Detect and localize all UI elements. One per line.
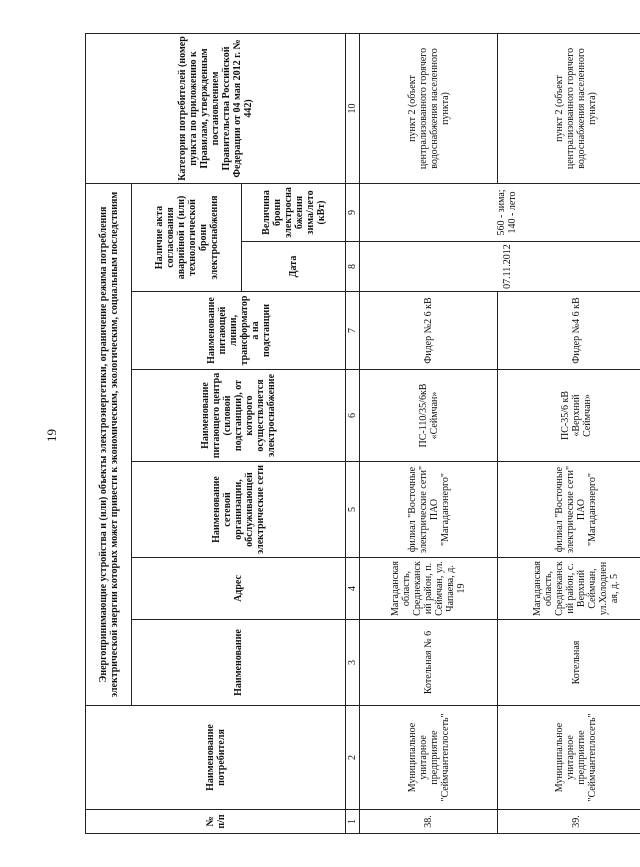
header-reserve: Величина брони электроснабжения зима/лето (кВт) xyxy=(242,183,346,241)
column-number: 5 xyxy=(346,462,360,558)
cell-reserve: 560 - зима; 140 - лето xyxy=(360,183,640,241)
header-address: Адрес xyxy=(132,558,346,620)
rotated-table-container xyxy=(85,34,640,834)
table-row xyxy=(498,33,640,833)
cell-feeder: Фидер №2 6 кВ xyxy=(360,292,498,370)
row-number: 38. xyxy=(360,810,498,834)
page-number: 19 xyxy=(44,429,59,442)
cell-supply-center: ПС-110/35/6кВ «Сеймчан» xyxy=(360,370,498,462)
header-act-group: Наличие акта согласования аварийной и (или) технологической брони электроснабжения xyxy=(132,183,242,291)
cell-name: Котельная xyxy=(498,620,640,706)
header-consumer: Наименование потребителя xyxy=(86,706,346,810)
cell-feeder: Фидер №4 6 кВ xyxy=(498,292,640,370)
cell-grid-org: филиал "Восточные электрические сети" ПАО "Магаданэнерго" xyxy=(498,462,640,558)
header-name: Наименование xyxy=(132,620,346,706)
consumer-table xyxy=(85,33,640,834)
cell-consumer: Муниципальное унитарное предприятие "Сеймчантеплосеть" xyxy=(360,706,498,810)
header-date: Дата xyxy=(242,242,346,292)
header-feeder: Наименование питающей линии, трансформатора на подстанции xyxy=(132,292,346,370)
header-grid-org: Наименование сетевой организации, обслуживающей электрические сети xyxy=(132,462,346,558)
cell-address: Магаданская область, Среднеканский район, с. Верхний Сеймчан, ул.Холодненая, д. 5 xyxy=(498,558,640,620)
column-number: 7 xyxy=(346,292,360,370)
row-number: 39. xyxy=(498,810,640,834)
column-number: 4 xyxy=(346,558,360,620)
header-no: № п/п xyxy=(86,810,346,834)
cell-address: Магаданская область, Среднеканский район, п. Сеймчан, ул. Чапаева, д. 19 xyxy=(360,558,498,620)
header-group-title: Энергопринимающие устройства и (или) объекты электроэнергетики, ограничение режима потребления электрической энергии которых может привести к экономическим, экологическим, социальным последствиям xyxy=(86,183,132,705)
column-number: 1 xyxy=(346,810,360,834)
cell-grid-org: филиал "Восточные электрические сети" ПАО "Магаданэнерго" xyxy=(360,462,498,558)
cell-name: Котельная № 6 xyxy=(360,620,498,706)
column-number: 6 xyxy=(346,370,360,462)
cell-category: пункт 2 (объект централизованного горячего водоснабжения населенного пункта) xyxy=(360,33,498,183)
cell-date: 07.11.2012 xyxy=(360,242,640,292)
cell-supply-center: ПС-35/6 кВ «Верхний Сеймчан» xyxy=(498,370,640,462)
header-supply-center: Наименование питающего центра (силовой подстанции), от которого осуществляется электроснабжение xyxy=(132,370,346,462)
column-number: 9 xyxy=(346,183,360,241)
column-number: 2 xyxy=(346,706,360,810)
column-number: 10 xyxy=(346,33,360,183)
table-row xyxy=(360,33,498,833)
column-number: 3 xyxy=(346,620,360,706)
column-number: 8 xyxy=(346,242,360,292)
cell-consumer: Муниципальное унитарное предприятие "Сеймчантеплосеть" xyxy=(498,706,640,810)
header-category: Категория потребителей (номер пункта по приложению к Правилам, утвержденным постановлением Правительства Российской Федерации от 04 мая 2012 г. № 442) xyxy=(86,33,346,183)
cell-category: пункт 2 (объект централизованного горячего водоснабжения населенного пункта) xyxy=(498,33,640,183)
